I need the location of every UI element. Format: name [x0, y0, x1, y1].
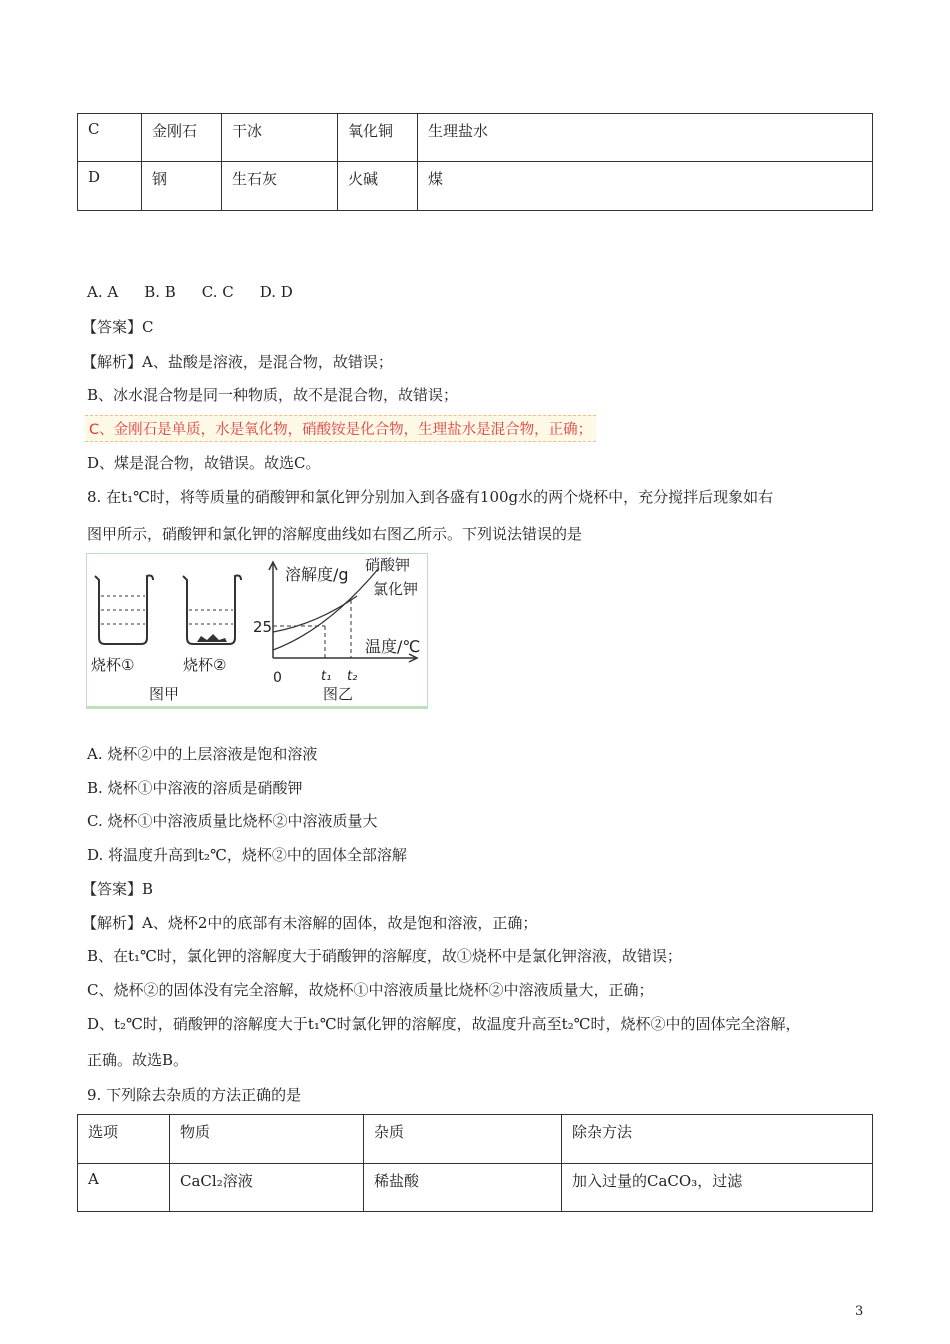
option: A. A — [87, 283, 119, 301]
undissolved-solid — [197, 634, 227, 642]
q8-figure — [86, 553, 428, 709]
table-header-cell: 选项 — [78, 1115, 170, 1164]
q8-option-b: B. 烧杯①中溶液的溶质是硝酸钾 — [87, 779, 303, 797]
option: B. B — [144, 283, 176, 301]
kcl-curve — [273, 596, 357, 632]
q8-answer: 【答案】B — [82, 880, 154, 898]
q7-analysis-a: 【解析】A、盐酸是溶液，是混合物，故错误； — [82, 353, 393, 371]
table-row — [78, 1164, 873, 1212]
table-header-cell: 杂质 — [364, 1115, 562, 1164]
beaker-2-label: 烧杯② — [183, 656, 227, 674]
q7-highlight: C、金刚石是单质，水是氧化物，硝酸铵是化合物，生理盐水是混合物，正确； — [85, 415, 596, 442]
option: D. D — [259, 283, 293, 301]
q8-analysis-d: D、t₂℃时，硝酸钾的溶解度大于t₁℃时氯化钾的溶解度，故温度升高至t₂℃时，烧杯②中的固体完全溶解， — [87, 1015, 801, 1033]
table-cell: C — [78, 114, 142, 162]
q7-analysis-d: D、煤是混合物，故错误。故选C。 — [87, 454, 321, 472]
q8-option-a: A. 烧杯②中的上层溶液是饱和溶液 — [87, 745, 318, 763]
t2-label: t₂ — [347, 669, 358, 684]
q8-option-c: C. 烧杯①中溶液质量比烧杯②中溶液质量大 — [87, 812, 378, 830]
kcl-label: 氯化钾 — [373, 580, 419, 598]
table-cell: 煤 — [418, 162, 873, 211]
table-header-cell: 物质 — [170, 1115, 364, 1164]
table-cell: 稀盐酸 — [364, 1164, 562, 1212]
figure-a-caption: 图甲 — [149, 685, 180, 703]
table-header-row — [78, 1115, 873, 1164]
table-row — [78, 114, 873, 162]
beaker-1 — [95, 576, 153, 645]
table-header-cell: 除杂方法 — [562, 1115, 873, 1164]
q9-stem: 9. 下列除去杂质的方法正确的是 — [87, 1086, 302, 1104]
q8-stem-line1: 8. 在t₁℃时，将等质量的硝酸钾和氯化钾分别加入到各盛有100g水的两个烧杯中，充分搅拌后现象如右 — [87, 488, 774, 506]
t1-label: t₁ — [321, 669, 332, 684]
beaker-2 — [183, 576, 241, 645]
table-cell: 钢 — [142, 162, 222, 211]
table-cell: 干冰 — [222, 114, 338, 162]
table-cell: CaCl₂溶液 — [170, 1164, 364, 1212]
page-number: 3 — [855, 1304, 864, 1319]
q8-analysis-a: 【解析】A、烧杯2中的底部有未溶解的固体，故是饱和溶液，正确； — [82, 914, 538, 932]
impurity-table — [77, 1114, 873, 1212]
table-cell: D — [78, 162, 142, 211]
x-axis-label: 温度/℃ — [365, 637, 421, 656]
table-cell: 加入过量的CaCO₃，过滤 — [562, 1164, 873, 1212]
classification-table — [77, 113, 873, 211]
q7-options — [87, 283, 319, 301]
option: C. C — [201, 283, 234, 301]
table-cell: 生石灰 — [222, 162, 338, 211]
beaker-1-label: 烧杯① — [91, 656, 135, 674]
table-cell: A — [78, 1164, 170, 1212]
table-cell: 生理盐水 — [418, 114, 873, 162]
q7-analysis-b: B、冰水混合物是同一种物质，故不是混合物，故错误； — [87, 386, 459, 404]
table-cell: 金刚石 — [142, 114, 222, 162]
kno3-label: 硝酸钾 — [365, 556, 411, 574]
solubility-chart — [253, 556, 420, 703]
origin-label: 0 — [273, 670, 282, 686]
y-tick-25: 25 — [253, 618, 273, 636]
q8-analysis-c: C、烧杯②的固体没有完全溶解，故烧杯①中溶液质量比烧杯②中溶液质量大，正确； — [87, 981, 654, 999]
q8-figure-svg — [87, 554, 427, 706]
figure-b-caption: 图乙 — [323, 685, 354, 703]
table-cell: 火碱 — [338, 162, 418, 211]
q8-option-d: D. 将温度升高到t₂℃，烧杯②中的固体全部溶解 — [87, 846, 407, 864]
table-cell: 氧化铜 — [338, 114, 418, 162]
q8-stem-line2: 图甲所示，硝酸钾和氯化钾的溶解度曲线如右图乙所示。下列说法错误的是 — [87, 525, 583, 543]
table-row — [78, 162, 873, 211]
q8-analysis-b: B、在t₁℃时，氯化钾的溶解度大于硝酸钾的溶解度，故①烧杯中是氯化钾溶液，故错误； — [87, 947, 682, 965]
y-axis-label: 溶解度/g — [285, 565, 349, 584]
q8-analysis-end: 正确。故选B。 — [87, 1051, 189, 1069]
q7-answer: 【答案】C — [82, 318, 154, 336]
